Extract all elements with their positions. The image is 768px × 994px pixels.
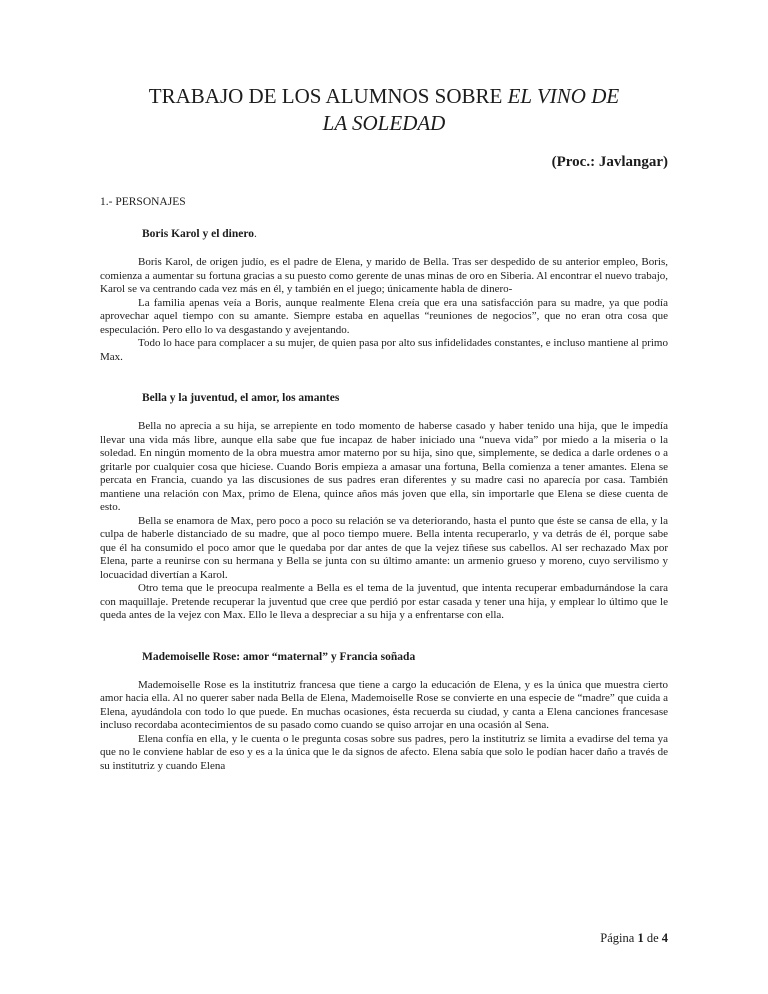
heading-mademoiselle-rose xyxy=(142,650,668,664)
heading-boris-karol-period: . xyxy=(254,228,257,240)
page-indicator-word-page: Página xyxy=(600,931,635,945)
section-bella-juventud xyxy=(100,420,668,623)
paragraph: Mademoiselle Rose es la institutriz francesa que tiene a cargo la educación de Elena, y es la única que muestra cierto amor hacia ella. Al no querer saber nada Bella de Elena, Mademoiselle Rose se convierte en una especie de “madre” que cuida a Elena, ayudándola con todo lo que puede. En muchas ocasiones, ésta recuerda su ciudad, y canta a Elena canciones francesase incluso recordaba acontecimientos de su pasado como cuando se quiso arrojar en una ocasión al Sena. xyxy=(100,678,668,731)
attribution-proc: (Proc.: Javlangar) xyxy=(551,154,668,170)
paragraph: Bella no aprecia a su hija, se arrepiente en todo momento de haberse casado y haber tenido una hija, que le impedía llevar una vida más libre, aunque ella sabe que fue incapaz de haber iniciado una “nueva vida” por miedo a la miseria o la soledad. En ningún momento de la obra muestra amor materno por su hija, sino que, simplemente, se dedica a darle ordenes o a gritarle por cualquier cosa que hiciese. Cuando Boris empieza a amasar una fortuna, Bella comienza a tener amantes. Elena se percata en Francia, cuando ya las discusiones de sus padres eran diferentes y su madre casi no aparecía por casa. También mantiene una relación con Max, primo de Elena, quince años más joven que ella, sin importarle que Elena se diese cuenta de esto. xyxy=(100,420,668,513)
page-indicator-total: 4 xyxy=(661,931,668,945)
section-mademoiselle-rose xyxy=(100,679,668,774)
paragraph: La familia apenas veía a Boris, aunque realmente Elena creía que era una satisfacción para su madre, ya que podía aprovechar aquel tiempo con su amante. Siempre estaba en aquellas “reuniones de negocios”, que no eran otra cosa que especulación. Pero ello lo va desgastando y avejentando. xyxy=(100,296,668,336)
page-indicator-word-of: de xyxy=(646,931,659,945)
document-content xyxy=(100,0,668,773)
document-title-italic-work-name-line2: LA SOLEDAD xyxy=(322,111,446,135)
page-indicator-current: 1 xyxy=(637,931,644,945)
heading-boris-karol-text: Boris Karol y el dinero xyxy=(142,228,255,240)
paragraph: Todo lo hace para complacer a su mujer, de quien pasa por alto sus infidelidades constantes, e incluso mantiene al primo Max. xyxy=(100,337,668,363)
section-boris-karol xyxy=(100,256,668,364)
heading-bella-juventud xyxy=(142,391,668,405)
document-title xyxy=(100,83,668,137)
heading-mademoiselle-rose-text: Mademoiselle Rose: amor “maternal” y Francia soñada xyxy=(142,650,416,663)
paragraph: Boris Karol, de origen judío, es el padre de Elena, y marido de Bella. Tras ser despedido de su anterior empleo, Boris, comienza a aumentar su fortuna gracias a su puesto como gerente de unas minas de oro en Siberia. Al encontrar el nuevo trabajo, Karol se va centrando cada vez más en él, y también en el juego; únicamente habla de dinero- xyxy=(100,256,668,295)
document-title-regular: TRABAJO DE LOS ALUMNOS SOBRE xyxy=(148,84,503,108)
paragraph: Elena confía en ella, y le cuenta o le pregunta cosas sobre sus padres, pero la institutriz se limita a evadirse del tema ya que no le conviene hablar de eso y es a la única que le da signos de afecto. Elena sabía que solo le podían hacer daño a través de su institutriz y cuando Elena xyxy=(100,732,668,772)
paragraph: Otro tema que le preocupa realmente a Bella es el tema de la juventud, que intenta recuperar embadurnándose la cara con maquillaje. Pretende recuperar la juventud que cree que perdió por estar casada y tener una hija, y emplear lo último que le queda antes de la vejez con Max. Ello le lleva a despreciar a su hija y a enfrentarse con ella. xyxy=(100,582,668,621)
heading-boris-karol xyxy=(142,227,668,241)
section-number-label: 1.- PERSONAJES xyxy=(100,196,186,208)
document-title-italic-work-name: EL VINO DE xyxy=(507,84,620,108)
page-indicator xyxy=(600,931,668,946)
heading-bella-juventud-text: Bella y la juventud, el amor, los amantes xyxy=(142,392,340,404)
paragraph: Bella se enamora de Max, pero poco a poco su relación se va deteriorando, hasta el punto que éste se cansa de ella, y la culpa de haberle distanciado de su madre, que al poco tiempo muere. Bella intenta recuperarlo, y va detrás de él, porque sabe que él ha consumido el poco amor que le quedaba por dar antes de que la vejez tiñese sus cabellos. Al ser rechazado Max por Elena, parte a reunirse con su hermana y Bella se junta con su último amante: un armenio grueso y moreno, cuyo servilismo y locuacidad divertían a Karol. xyxy=(100,514,668,581)
